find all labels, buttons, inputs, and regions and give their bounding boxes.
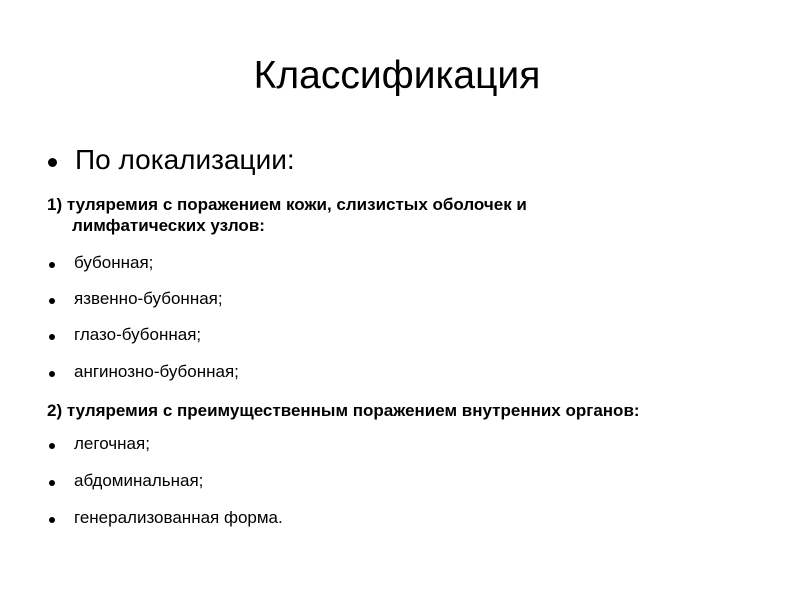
list-item-label: генерализованная форма. [74, 508, 283, 527]
list-item [49, 253, 153, 273]
list-item-label: легочная; [74, 434, 150, 453]
list-item-label: глазо-бубонная; [74, 325, 202, 344]
list-item [49, 325, 201, 345]
main-bullet-label: По локализации: [75, 144, 295, 175]
bullet-icon [49, 517, 55, 523]
list-item [49, 471, 203, 491]
bullet-icon [49, 480, 55, 486]
list-item-label: ангинозно-бубонная; [74, 362, 239, 381]
list-item-label: абдоминальная; [74, 471, 204, 490]
section1-heading [47, 194, 527, 236]
list-item-label: язвенно-бубонная; [74, 289, 223, 308]
section2-heading: 2) туляремия с преимущественным поражением внутренних органов: [47, 401, 640, 420]
bullet-icon [49, 334, 55, 340]
list-item [49, 508, 283, 528]
section1-heading-line1: 1) туляремия с поражением кожи, слизистых оболочек и [47, 195, 527, 214]
slide-title: Классификация [253, 54, 541, 97]
bullet-icon [49, 443, 55, 449]
list-item [49, 289, 223, 309]
bullet-icon [48, 158, 57, 167]
bullet-icon [49, 298, 55, 304]
list-item [49, 434, 150, 454]
section1-heading-line2: лимфатических узлов: [72, 216, 265, 235]
main-bullet-item [48, 143, 295, 177]
bullet-icon [49, 262, 55, 268]
list-item [49, 362, 239, 382]
list-item-label: бубонная; [74, 253, 154, 272]
bullet-icon [49, 371, 55, 377]
